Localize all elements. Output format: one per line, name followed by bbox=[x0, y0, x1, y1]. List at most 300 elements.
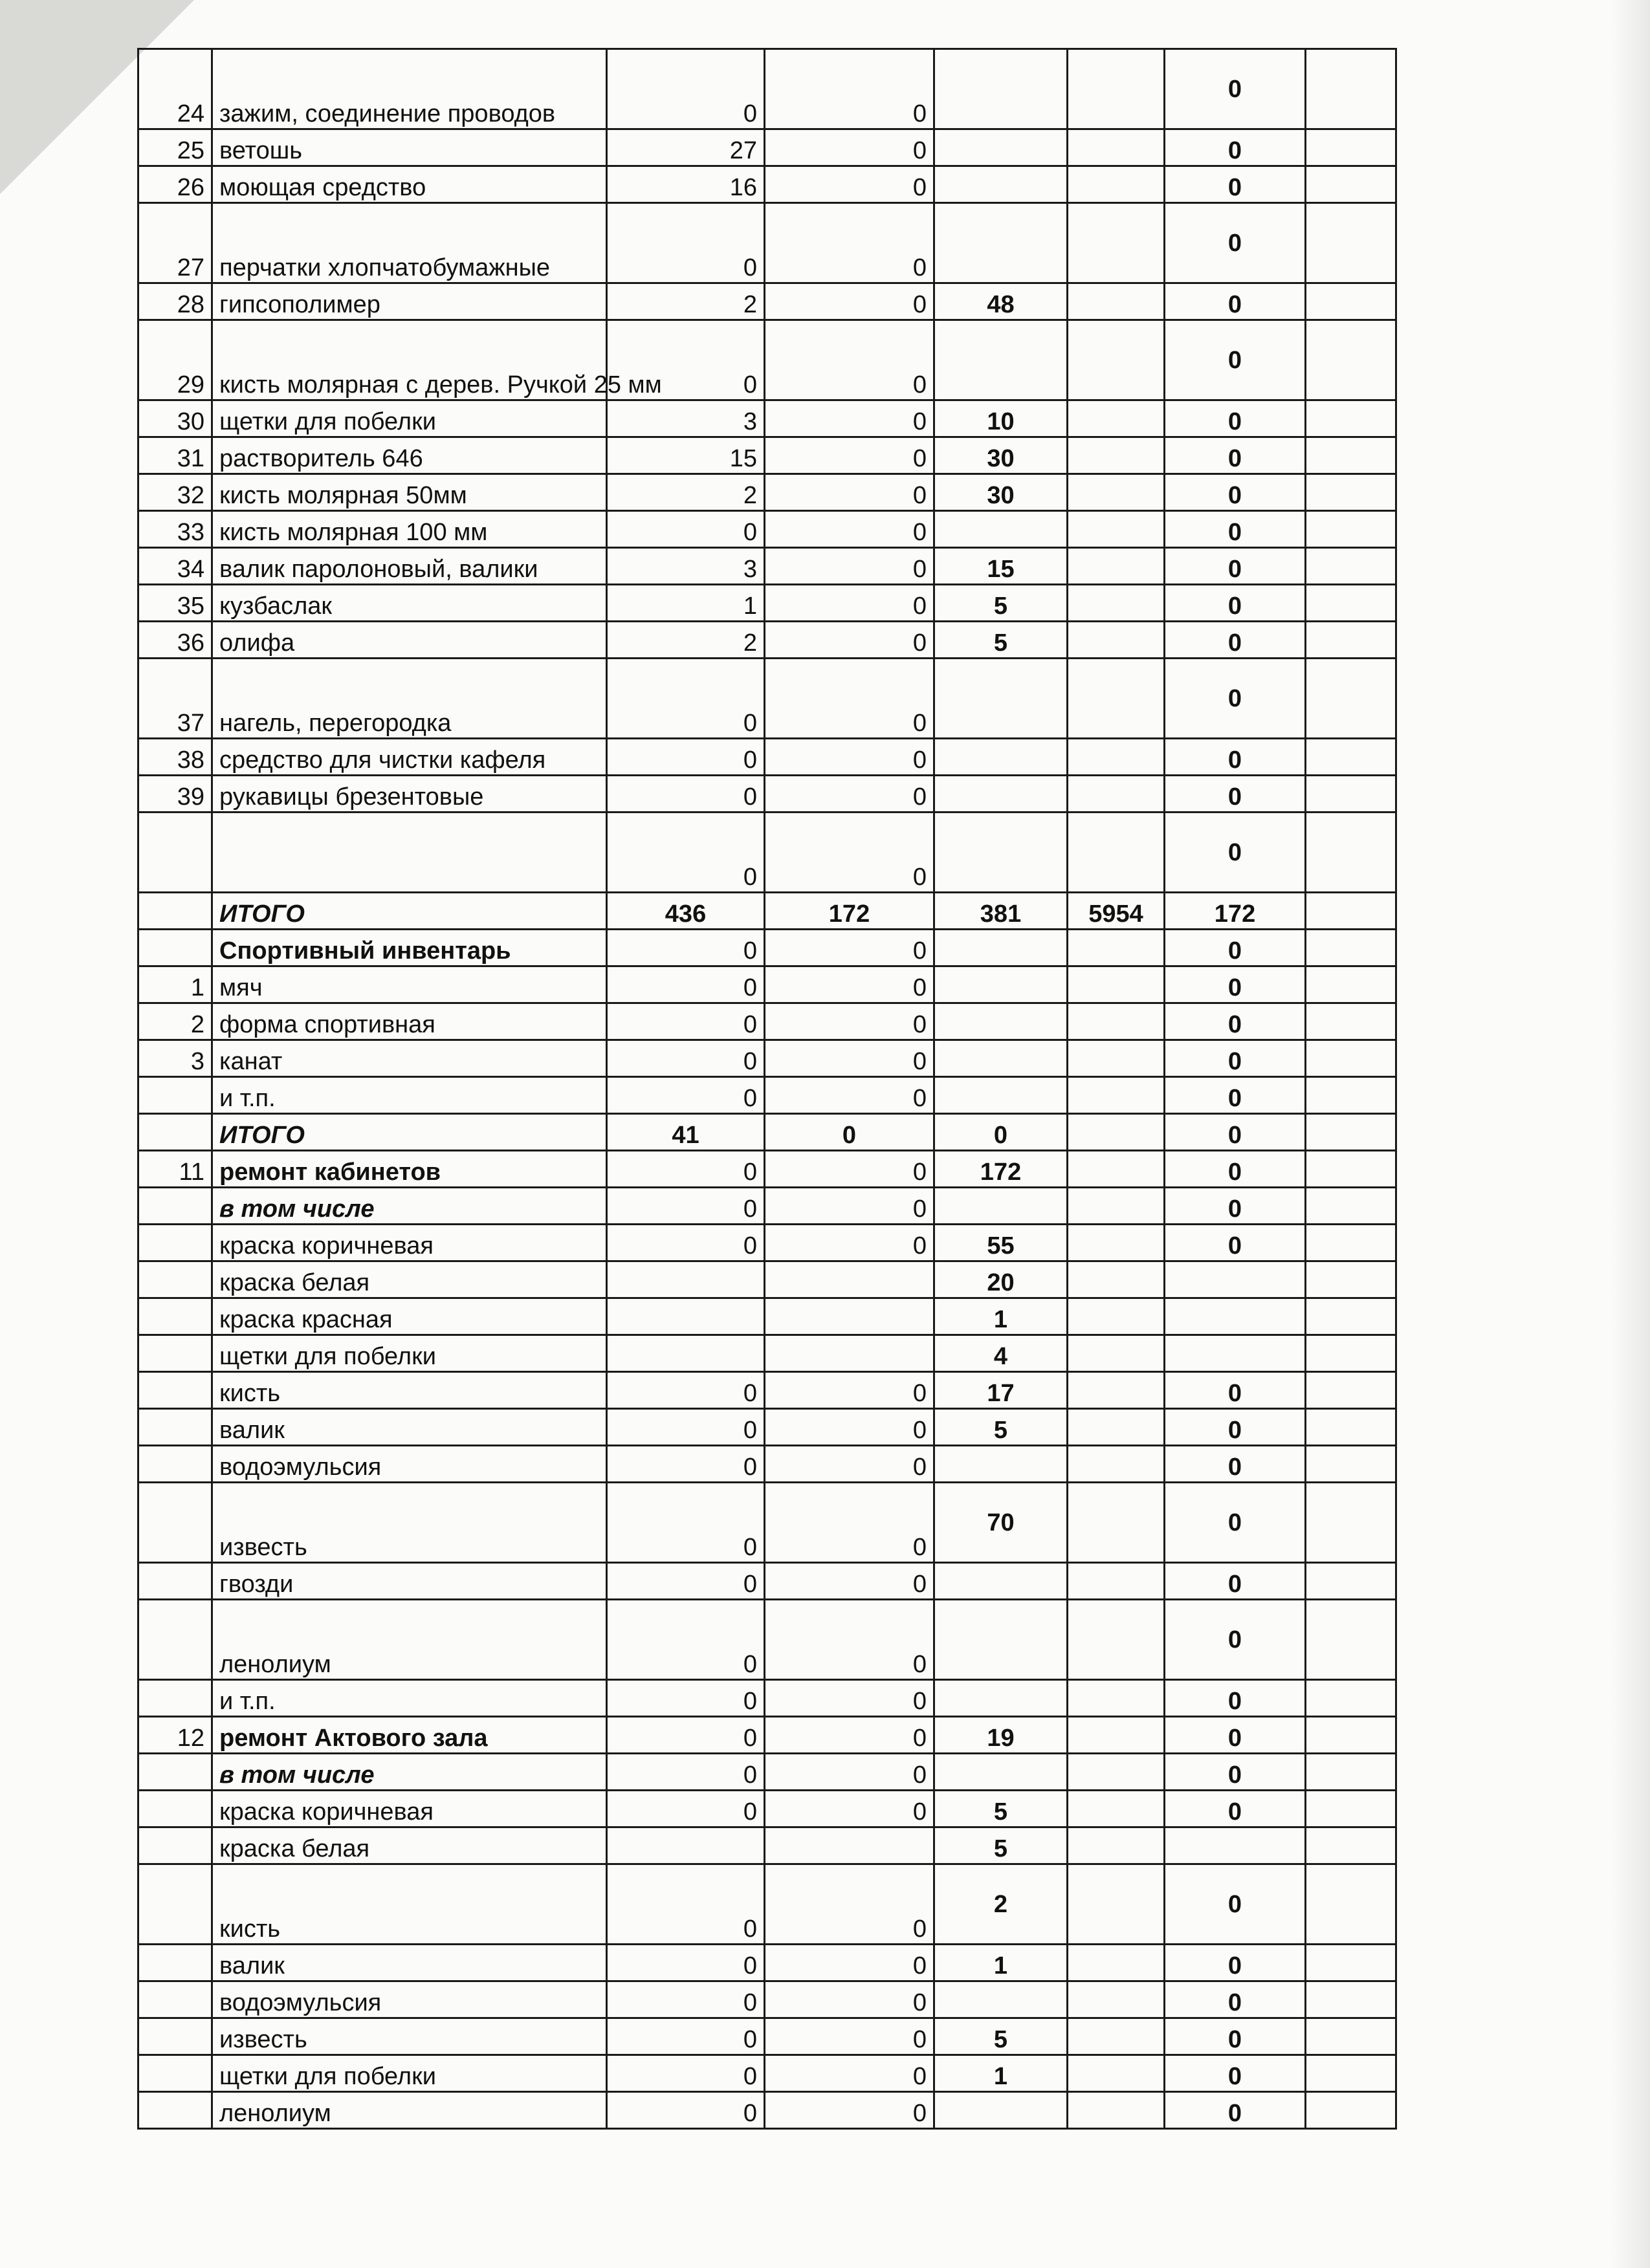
qty-col-4-cell bbox=[1068, 2018, 1165, 2055]
qty-col-4-cell bbox=[1068, 320, 1165, 400]
extra-col-cell bbox=[1306, 776, 1396, 812]
qty-col-5-cell: 0 bbox=[1165, 129, 1306, 166]
qty-col-1-cell bbox=[607, 1261, 765, 1298]
extra-col-cell bbox=[1306, 1261, 1396, 1298]
qty-col-1-cell: 0 bbox=[607, 1864, 765, 1945]
table-row bbox=[138, 320, 1396, 400]
extra-col-cell bbox=[1306, 812, 1396, 893]
qty-col-1-cell: 2 bbox=[607, 283, 765, 320]
item-name-cell: растворитель 646 bbox=[212, 437, 607, 474]
row-number-cell bbox=[138, 1261, 212, 1298]
qty-col-1-cell: 0 bbox=[607, 2055, 765, 2092]
qty-col-3-cell bbox=[934, 203, 1068, 283]
qty-col-4-cell bbox=[1068, 1680, 1165, 1717]
extra-col-cell bbox=[1306, 283, 1396, 320]
qty-col-5-cell: 0 bbox=[1165, 1717, 1306, 1754]
table-row bbox=[138, 2055, 1396, 2092]
table-row bbox=[138, 1563, 1396, 1600]
qty-col-4-cell bbox=[1068, 129, 1165, 166]
qty-col-2-cell: 172 bbox=[765, 893, 934, 930]
qty-col-4-cell bbox=[1068, 1754, 1165, 1791]
item-name-cell: ленолиум bbox=[212, 1600, 607, 1680]
row-number-cell bbox=[138, 1981, 212, 2018]
qty-col-3-cell: 1 bbox=[934, 1298, 1068, 1335]
qty-col-4-cell bbox=[1068, 511, 1165, 548]
row-number-cell bbox=[138, 812, 212, 893]
table-row bbox=[138, 400, 1396, 437]
table-row bbox=[138, 966, 1396, 1003]
qty-col-5-cell: 0 bbox=[1165, 1563, 1306, 1600]
qty-col-4-cell bbox=[1068, 1864, 1165, 1945]
table-row bbox=[138, 1680, 1396, 1717]
qty-col-3-cell bbox=[934, 930, 1068, 966]
item-name-cell: олифа bbox=[212, 622, 607, 659]
qty-col-2-cell: 0 bbox=[765, 1563, 934, 1600]
qty-col-2-cell: 0 bbox=[765, 474, 934, 511]
qty-col-5-cell: 0 bbox=[1165, 474, 1306, 511]
table-row bbox=[138, 622, 1396, 659]
item-name-cell: форма спортивная bbox=[212, 1003, 607, 1040]
row-number-cell bbox=[138, 1563, 212, 1600]
qty-col-3-cell bbox=[934, 1981, 1068, 2018]
qty-col-5-cell: 0 bbox=[1165, 1003, 1306, 1040]
table-row bbox=[138, 585, 1396, 622]
qty-col-4-cell bbox=[1068, 622, 1165, 659]
table-row bbox=[138, 659, 1396, 739]
qty-col-4-cell bbox=[1068, 49, 1165, 129]
qty-col-4-cell bbox=[1068, 1335, 1165, 1372]
qty-col-2-cell: 0 bbox=[765, 966, 934, 1003]
table-row bbox=[138, 776, 1396, 812]
qty-col-2-cell: 0 bbox=[765, 776, 934, 812]
item-name-cell: валик bbox=[212, 1409, 607, 1446]
qty-col-2-cell: 0 bbox=[765, 1446, 934, 1483]
item-name-cell bbox=[212, 812, 607, 893]
qty-col-1-cell: 0 bbox=[607, 1563, 765, 1600]
qty-col-4-cell bbox=[1068, 966, 1165, 1003]
extra-col-cell bbox=[1306, 1372, 1396, 1409]
qty-col-4-cell bbox=[1068, 1483, 1165, 1563]
qty-col-5-cell: 0 bbox=[1165, 49, 1306, 129]
qty-col-5-cell: 0 bbox=[1165, 1188, 1306, 1225]
table-row bbox=[138, 1483, 1396, 1563]
qty-col-3-cell: 17 bbox=[934, 1372, 1068, 1409]
extra-col-cell bbox=[1306, 1483, 1396, 1563]
row-number-cell bbox=[138, 1372, 212, 1409]
qty-col-2-cell bbox=[765, 1261, 934, 1298]
qty-col-1-cell: 0 bbox=[607, 1409, 765, 1446]
extra-col-cell bbox=[1306, 1077, 1396, 1114]
table-row bbox=[138, 49, 1396, 129]
qty-col-3-cell: 1 bbox=[934, 2055, 1068, 2092]
extra-col-cell bbox=[1306, 1003, 1396, 1040]
qty-col-4-cell bbox=[1068, 203, 1165, 283]
extra-col-cell bbox=[1306, 2055, 1396, 2092]
qty-col-5-cell bbox=[1165, 1298, 1306, 1335]
qty-col-3-cell: 19 bbox=[934, 1717, 1068, 1754]
extra-col-cell bbox=[1306, 437, 1396, 474]
qty-col-4-cell bbox=[1068, 739, 1165, 776]
extra-col-cell bbox=[1306, 1409, 1396, 1446]
qty-col-1-cell: 3 bbox=[607, 400, 765, 437]
qty-col-3-cell bbox=[934, 1680, 1068, 1717]
extra-col-cell bbox=[1306, 1864, 1396, 1945]
extra-col-cell bbox=[1306, 2092, 1396, 2129]
item-name-cell: кисть молярная 100 мм bbox=[212, 511, 607, 548]
qty-col-5-cell: 0 bbox=[1165, 776, 1306, 812]
qty-col-4-cell bbox=[1068, 1981, 1165, 2018]
table-row bbox=[138, 930, 1396, 966]
item-name-cell: в том числе bbox=[212, 1188, 607, 1225]
item-name-cell: водоэмульсия bbox=[212, 1446, 607, 1483]
qty-col-2-cell: 0 bbox=[765, 2092, 934, 2129]
qty-col-5-cell bbox=[1165, 1827, 1306, 1864]
qty-col-4-cell bbox=[1068, 659, 1165, 739]
qty-col-1-cell bbox=[607, 1827, 765, 1864]
extra-col-cell bbox=[1306, 966, 1396, 1003]
qty-col-4-cell bbox=[1068, 437, 1165, 474]
qty-col-2-cell: 0 bbox=[765, 1040, 934, 1077]
item-name-cell: водоэмульсия bbox=[212, 1981, 607, 2018]
extra-col-cell bbox=[1306, 1188, 1396, 1225]
table-row bbox=[138, 1114, 1396, 1151]
qty-col-1-cell: 0 bbox=[607, 1003, 765, 1040]
item-name-cell: кисть bbox=[212, 1372, 607, 1409]
qty-col-4-cell bbox=[1068, 1298, 1165, 1335]
qty-col-2-cell bbox=[765, 1335, 934, 1372]
qty-col-2-cell: 0 bbox=[765, 283, 934, 320]
qty-col-1-cell: 0 bbox=[607, 1483, 765, 1563]
item-name-cell: валик паролоновый, валики bbox=[212, 548, 607, 585]
qty-col-1-cell: 0 bbox=[607, 776, 765, 812]
qty-col-4-cell bbox=[1068, 400, 1165, 437]
extra-col-cell bbox=[1306, 1791, 1396, 1827]
qty-col-1-cell: 0 bbox=[607, 2092, 765, 2129]
inventory-table bbox=[137, 48, 1397, 2130]
row-number-cell: 28 bbox=[138, 283, 212, 320]
extra-col-cell bbox=[1306, 1563, 1396, 1600]
qty-col-5-cell: 0 bbox=[1165, 966, 1306, 1003]
qty-col-3-cell: 5 bbox=[934, 1791, 1068, 1827]
qty-col-1-cell bbox=[607, 1335, 765, 1372]
qty-col-2-cell: 0 bbox=[765, 1754, 934, 1791]
extra-col-cell bbox=[1306, 1114, 1396, 1151]
row-number-cell bbox=[138, 1864, 212, 1945]
scan-edge-shadow bbox=[1611, 0, 1650, 2268]
qty-col-2-cell: 0 bbox=[765, 1483, 934, 1563]
qty-col-4-cell bbox=[1068, 812, 1165, 893]
qty-col-2-cell: 0 bbox=[765, 1981, 934, 2018]
qty-col-2-cell: 0 bbox=[765, 1003, 934, 1040]
qty-col-2-cell: 0 bbox=[765, 203, 934, 283]
extra-col-cell bbox=[1306, 511, 1396, 548]
table-row bbox=[138, 1225, 1396, 1261]
qty-col-3-cell bbox=[934, 1600, 1068, 1680]
table-row bbox=[138, 129, 1396, 166]
extra-col-cell bbox=[1306, 1754, 1396, 1791]
item-name-cell: ремонт Актового зала bbox=[212, 1717, 607, 1754]
qty-col-3-cell bbox=[934, 1003, 1068, 1040]
row-number-cell bbox=[138, 2018, 212, 2055]
qty-col-4-cell: 5954 bbox=[1068, 893, 1165, 930]
table-row bbox=[138, 1003, 1396, 1040]
table-row bbox=[138, 1372, 1396, 1409]
qty-col-3-cell: 4 bbox=[934, 1335, 1068, 1372]
table-row bbox=[138, 1077, 1396, 1114]
qty-col-2-cell: 0 bbox=[765, 1600, 934, 1680]
item-name-cell: ветошь bbox=[212, 129, 607, 166]
qty-col-4-cell bbox=[1068, 1151, 1165, 1188]
table-row bbox=[138, 812, 1396, 893]
qty-col-1-cell: 1 bbox=[607, 585, 765, 622]
row-number-cell bbox=[138, 893, 212, 930]
qty-col-3-cell: 20 bbox=[934, 1261, 1068, 1298]
qty-col-3-cell: 55 bbox=[934, 1225, 1068, 1261]
qty-col-5-cell: 0 bbox=[1165, 2092, 1306, 2129]
table-row bbox=[138, 1827, 1396, 1864]
qty-col-2-cell: 0 bbox=[765, 49, 934, 129]
item-name-cell: и т.п. bbox=[212, 1680, 607, 1717]
qty-col-3-cell bbox=[934, 1077, 1068, 1114]
qty-col-1-cell: 0 bbox=[607, 1151, 765, 1188]
table-row bbox=[138, 1409, 1396, 1446]
item-name-cell: гипсополимер bbox=[212, 283, 607, 320]
qty-col-1-cell: 0 bbox=[607, 1225, 765, 1261]
qty-col-5-cell: 0 bbox=[1165, 1945, 1306, 1981]
extra-col-cell bbox=[1306, 2018, 1396, 2055]
qty-col-2-cell: 0 bbox=[765, 548, 934, 585]
qty-col-5-cell: 0 bbox=[1165, 203, 1306, 283]
qty-col-2-cell: 0 bbox=[765, 1409, 934, 1446]
qty-col-5-cell: 0 bbox=[1165, 1040, 1306, 1077]
row-number-cell: 36 bbox=[138, 622, 212, 659]
qty-col-4-cell bbox=[1068, 2092, 1165, 2129]
qty-col-5-cell: 0 bbox=[1165, 1981, 1306, 2018]
row-number-cell: 25 bbox=[138, 129, 212, 166]
qty-col-5-cell: 0 bbox=[1165, 2018, 1306, 2055]
item-name-cell: мяч bbox=[212, 966, 607, 1003]
row-number-cell: 37 bbox=[138, 659, 212, 739]
item-name-cell: нагель, перегородка bbox=[212, 659, 607, 739]
qty-col-2-cell: 0 bbox=[765, 812, 934, 893]
qty-col-1-cell: 2 bbox=[607, 622, 765, 659]
qty-col-2-cell: 0 bbox=[765, 1151, 934, 1188]
row-number-cell: 38 bbox=[138, 739, 212, 776]
qty-col-1-cell: 0 bbox=[607, 49, 765, 129]
qty-col-5-cell: 0 bbox=[1165, 320, 1306, 400]
qty-col-2-cell: 0 bbox=[765, 1225, 934, 1261]
qty-col-2-cell: 0 bbox=[765, 400, 934, 437]
extra-col-cell bbox=[1306, 930, 1396, 966]
item-name-cell: ленолиум bbox=[212, 2092, 607, 2129]
table-row bbox=[138, 1791, 1396, 1827]
qty-col-5-cell bbox=[1165, 1335, 1306, 1372]
item-name-cell: рукавицы брезентовые bbox=[212, 776, 607, 812]
table-row bbox=[138, 1945, 1396, 1981]
table-body bbox=[138, 49, 1396, 2129]
extra-col-cell bbox=[1306, 1981, 1396, 2018]
qty-col-3-cell bbox=[934, 1754, 1068, 1791]
row-number-cell: 32 bbox=[138, 474, 212, 511]
qty-col-2-cell: 0 bbox=[765, 1077, 934, 1114]
qty-col-3-cell: 1 bbox=[934, 1945, 1068, 1981]
qty-col-1-cell: 0 bbox=[607, 511, 765, 548]
item-name-cell: известь bbox=[212, 2018, 607, 2055]
extra-col-cell bbox=[1306, 129, 1396, 166]
qty-col-5-cell: 172 bbox=[1165, 893, 1306, 930]
qty-col-3-cell bbox=[934, 812, 1068, 893]
extra-col-cell bbox=[1306, 1040, 1396, 1077]
qty-col-1-cell: 0 bbox=[607, 2018, 765, 2055]
qty-col-2-cell: 0 bbox=[765, 930, 934, 966]
item-name-cell: кисть молярная с дерев. Ручкой 25 мм bbox=[212, 320, 607, 400]
item-name-cell: канат bbox=[212, 1040, 607, 1077]
qty-col-1-cell: 0 bbox=[607, 1680, 765, 1717]
qty-col-2-cell: 0 bbox=[765, 1717, 934, 1754]
qty-col-2-cell: 0 bbox=[765, 659, 934, 739]
row-number-cell: 30 bbox=[138, 400, 212, 437]
qty-col-3-cell bbox=[934, 166, 1068, 203]
qty-col-3-cell: 48 bbox=[934, 283, 1068, 320]
item-name-cell: зажим, соединение проводов bbox=[212, 49, 607, 129]
item-name-cell: известь bbox=[212, 1483, 607, 1563]
item-name-cell: ИТОГО bbox=[212, 893, 607, 930]
qty-col-1-cell: 2 bbox=[607, 474, 765, 511]
qty-col-4-cell bbox=[1068, 1261, 1165, 1298]
qty-col-5-cell: 0 bbox=[1165, 400, 1306, 437]
row-number-cell: 2 bbox=[138, 1003, 212, 1040]
table-row bbox=[138, 437, 1396, 474]
row-number-cell: 33 bbox=[138, 511, 212, 548]
row-number-cell bbox=[138, 1600, 212, 1680]
qty-col-5-cell: 0 bbox=[1165, 1754, 1306, 1791]
qty-col-2-cell: 0 bbox=[765, 2055, 934, 2092]
qty-col-2-cell: 0 bbox=[765, 1372, 934, 1409]
qty-col-5-cell: 0 bbox=[1165, 1114, 1306, 1151]
qty-col-2-cell: 0 bbox=[765, 585, 934, 622]
qty-col-5-cell: 0 bbox=[1165, 283, 1306, 320]
qty-col-2-cell: 0 bbox=[765, 1188, 934, 1225]
qty-col-2-cell: 0 bbox=[765, 437, 934, 474]
qty-col-5-cell: 0 bbox=[1165, 930, 1306, 966]
item-name-cell: краска белая bbox=[212, 1261, 607, 1298]
row-number-cell bbox=[138, 930, 212, 966]
qty-col-3-cell: 30 bbox=[934, 474, 1068, 511]
extra-col-cell bbox=[1306, 1945, 1396, 1981]
row-number-cell bbox=[138, 1680, 212, 1717]
row-number-cell: 11 bbox=[138, 1151, 212, 1188]
qty-col-5-cell: 0 bbox=[1165, 1151, 1306, 1188]
qty-col-3-cell: 5 bbox=[934, 585, 1068, 622]
qty-col-3-cell bbox=[934, 1188, 1068, 1225]
table-row bbox=[138, 1717, 1396, 1754]
qty-col-1-cell: 436 bbox=[607, 893, 765, 930]
extra-col-cell bbox=[1306, 400, 1396, 437]
qty-col-4-cell bbox=[1068, 1003, 1165, 1040]
item-name-cell: Спортивный инвентарь bbox=[212, 930, 607, 966]
qty-col-2-cell: 0 bbox=[765, 1680, 934, 1717]
qty-col-5-cell: 0 bbox=[1165, 1077, 1306, 1114]
qty-col-1-cell: 41 bbox=[607, 1114, 765, 1151]
extra-col-cell bbox=[1306, 739, 1396, 776]
extra-col-cell bbox=[1306, 1680, 1396, 1717]
qty-col-4-cell bbox=[1068, 1114, 1165, 1151]
table-row bbox=[138, 1600, 1396, 1680]
qty-col-1-cell: 0 bbox=[607, 1981, 765, 2018]
item-name-cell: валик bbox=[212, 1945, 607, 1981]
qty-col-5-cell: 0 bbox=[1165, 1446, 1306, 1483]
table-row bbox=[138, 283, 1396, 320]
row-number-cell: 31 bbox=[138, 437, 212, 474]
qty-col-2-cell: 0 bbox=[765, 1791, 934, 1827]
qty-col-4-cell bbox=[1068, 776, 1165, 812]
row-number-cell bbox=[138, 1446, 212, 1483]
qty-col-2-cell: 0 bbox=[765, 320, 934, 400]
qty-col-5-cell: 0 bbox=[1165, 1600, 1306, 1680]
qty-col-5-cell: 0 bbox=[1165, 1409, 1306, 1446]
table-row bbox=[138, 1151, 1396, 1188]
table-row bbox=[138, 1040, 1396, 1077]
qty-col-3-cell bbox=[934, 1040, 1068, 1077]
table-row bbox=[138, 166, 1396, 203]
qty-col-4-cell bbox=[1068, 283, 1165, 320]
extra-col-cell bbox=[1306, 320, 1396, 400]
qty-col-1-cell: 0 bbox=[607, 320, 765, 400]
qty-col-5-cell: 0 bbox=[1165, 437, 1306, 474]
extra-col-cell bbox=[1306, 49, 1396, 129]
table-row bbox=[138, 893, 1396, 930]
qty-col-1-cell: 0 bbox=[607, 1077, 765, 1114]
item-name-cell: щетки для побелки bbox=[212, 400, 607, 437]
qty-col-4-cell bbox=[1068, 1563, 1165, 1600]
qty-col-3-cell: 2 bbox=[934, 1864, 1068, 1945]
table-row bbox=[138, 2092, 1396, 2129]
qty-col-5-cell: 0 bbox=[1165, 1225, 1306, 1261]
extra-col-cell bbox=[1306, 1298, 1396, 1335]
extra-col-cell bbox=[1306, 1600, 1396, 1680]
qty-col-5-cell: 0 bbox=[1165, 812, 1306, 893]
row-number-cell bbox=[138, 1335, 212, 1372]
extra-col-cell bbox=[1306, 166, 1396, 203]
qty-col-3-cell: 30 bbox=[934, 437, 1068, 474]
qty-col-3-cell bbox=[934, 1563, 1068, 1600]
extra-col-cell bbox=[1306, 659, 1396, 739]
qty-col-1-cell: 0 bbox=[607, 1754, 765, 1791]
qty-col-4-cell bbox=[1068, 1827, 1165, 1864]
qty-col-1-cell: 15 bbox=[607, 437, 765, 474]
extra-col-cell bbox=[1306, 1827, 1396, 1864]
qty-col-5-cell: 0 bbox=[1165, 548, 1306, 585]
row-number-cell bbox=[138, 2055, 212, 2092]
row-number-cell bbox=[138, 2092, 212, 2129]
qty-col-2-cell: 0 bbox=[765, 2018, 934, 2055]
extra-col-cell bbox=[1306, 548, 1396, 585]
qty-col-5-cell: 0 bbox=[1165, 585, 1306, 622]
qty-col-5-cell: 0 bbox=[1165, 1791, 1306, 1827]
qty-col-2-cell: 0 bbox=[765, 1864, 934, 1945]
qty-col-5-cell: 0 bbox=[1165, 1483, 1306, 1563]
qty-col-1-cell: 0 bbox=[607, 1791, 765, 1827]
extra-col-cell bbox=[1306, 1446, 1396, 1483]
extra-col-cell bbox=[1306, 622, 1396, 659]
qty-col-2-cell bbox=[765, 1827, 934, 1864]
qty-col-3-cell bbox=[934, 659, 1068, 739]
extra-col-cell bbox=[1306, 1151, 1396, 1188]
qty-col-4-cell bbox=[1068, 1372, 1165, 1409]
table-row bbox=[138, 1188, 1396, 1225]
item-name-cell: в том числе bbox=[212, 1754, 607, 1791]
qty-col-1-cell: 0 bbox=[607, 812, 765, 893]
